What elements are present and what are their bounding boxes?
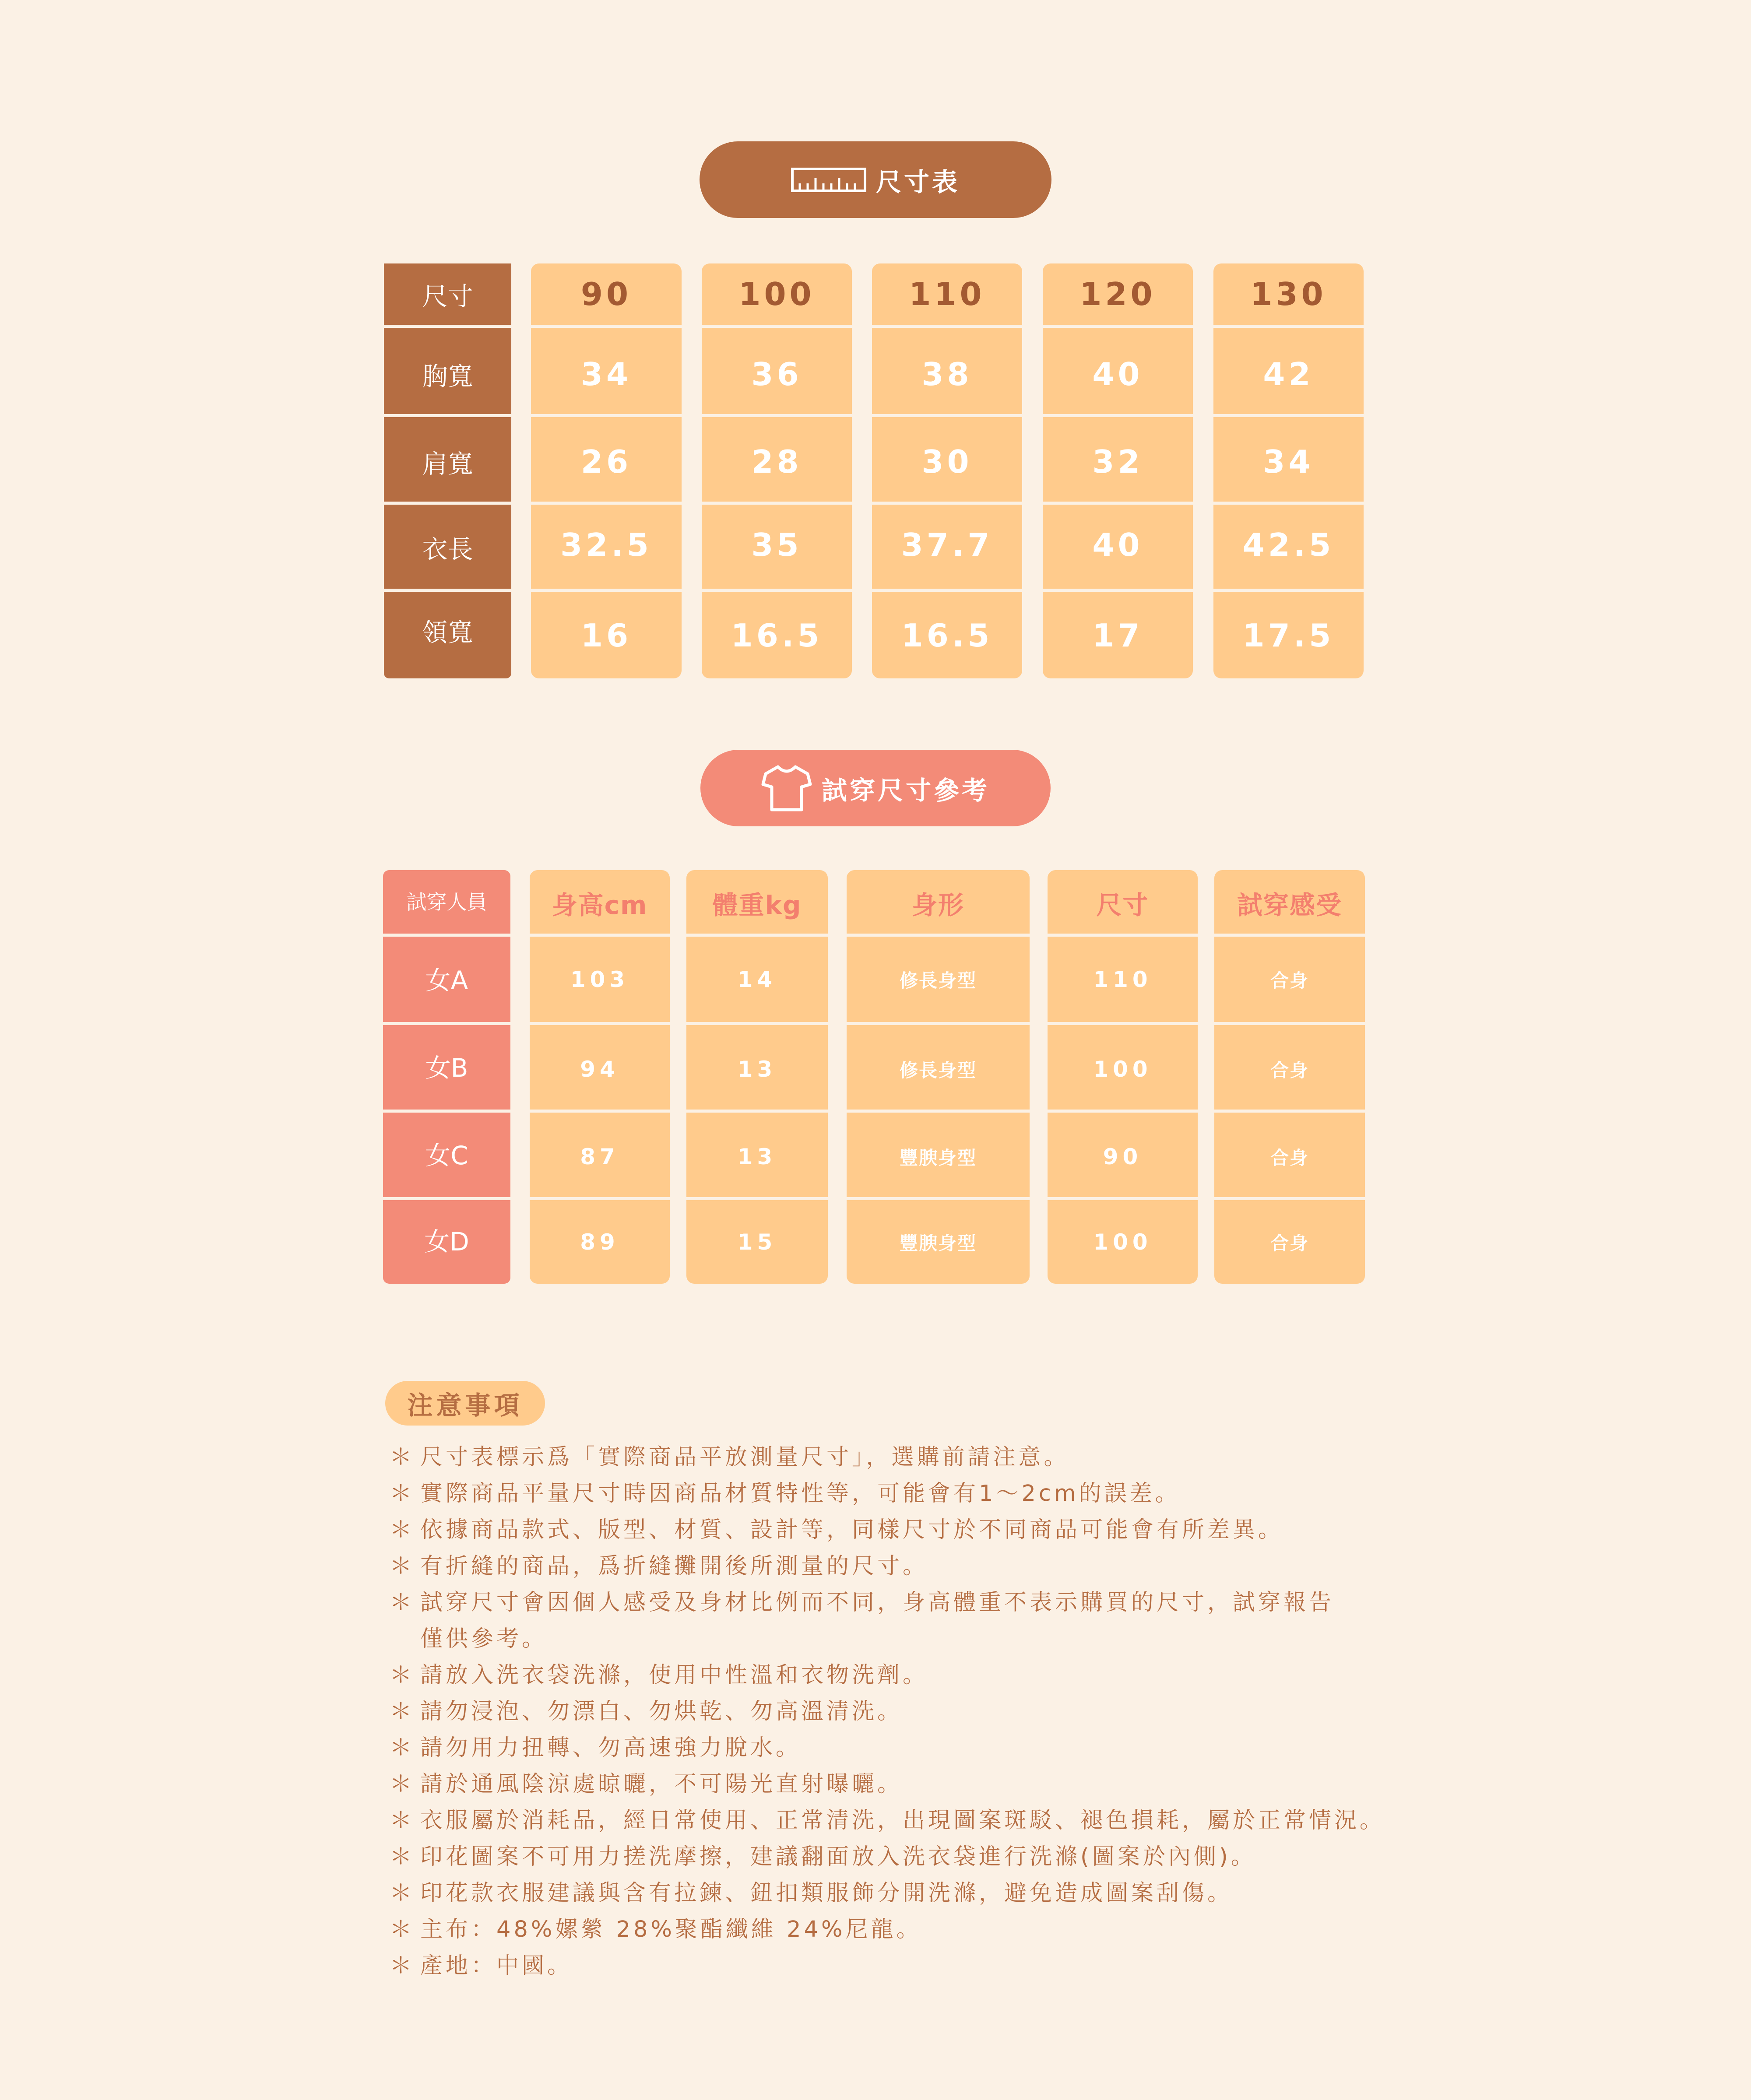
size-value: 34	[580, 356, 632, 393]
note-item: ＊ 有折縫的商品，爲折縫攤開後所測量的尺寸。	[390, 1548, 1440, 1584]
note-item: ＊ 請於通風陰涼處晾曬，不可陽光直射曝曬。	[390, 1766, 1440, 1802]
fit-value: 100	[1093, 1056, 1152, 1082]
row-divider	[372, 502, 1379, 505]
note-item: ＊ 印花款衣服建議與含有拉鍊、鈕扣類服飾分開洗滌，避免造成圖案刮傷。	[390, 1875, 1440, 1911]
note-item: ＊ 請勿用力扭轉、勿高速強力脫水。	[390, 1730, 1440, 1766]
fit-reference-heading	[700, 750, 1051, 826]
bullet-icon: ＊	[390, 1517, 415, 1543]
note-item: ＊ 實際商品平量尺寸時因商品材質特性等，可能會有1～2cm的誤差。	[390, 1475, 1440, 1512]
row-divider	[370, 1110, 1381, 1113]
fit-value: 豐腴身型	[899, 1232, 977, 1254]
note-item: ＊ 試穿尺寸會因個人感受及身材比例而不同，身高體重不表示購買的尺寸，試穿報告僅供參考。	[390, 1584, 1348, 1657]
size-row-label: 衣長	[384, 503, 511, 591]
bullet-icon: ＊	[390, 1662, 415, 1688]
fit-value: 修長身型	[899, 1059, 977, 1081]
fit-column-header: 試穿感受	[1237, 890, 1342, 920]
fit-value: 90	[1103, 1144, 1143, 1169]
fit-value: 修長身型	[899, 969, 977, 991]
fit-value: 94	[580, 1056, 619, 1082]
note-item: ＊ 印花圖案不可用力搓洗摩擦，建議翻面放入洗衣袋進行洗滌(圖案於內側)。	[390, 1839, 1440, 1875]
bullet-icon: ＊	[390, 1481, 415, 1507]
size-value: 34	[1263, 443, 1314, 480]
size-chart-title: 尺寸表	[876, 167, 960, 197]
bullet-icon: ＊	[390, 1553, 415, 1579]
size-row-label: 領寬	[384, 589, 511, 672]
bullet-icon: ＊	[390, 1844, 415, 1870]
bullet-icon: ＊	[390, 1771, 415, 1797]
size-header: 130	[1250, 276, 1327, 313]
note-item: ＊ 尺寸表標示爲「實際商品平放測量尺寸」，選購前請注意。	[390, 1439, 1440, 1475]
size-chart-heading	[700, 141, 1051, 218]
size-header: 90	[580, 276, 632, 313]
bullet-icon: ＊	[390, 1808, 415, 1833]
fit-value: 合身	[1270, 1147, 1309, 1169]
note-item: ＊ 依據商品款式、版型、材質、設計等，同樣尺寸於不同商品可能會有所差異。	[390, 1512, 1440, 1548]
fit-column-header: 體重kg	[712, 890, 802, 920]
size-value: 17.5	[1242, 617, 1335, 654]
bullet-icon: ＊	[390, 1699, 415, 1724]
size-value: 36	[751, 356, 802, 393]
note-item: ＊ 請勿浸泡、勿漂白、勿烘乾、勿高溫清洗。	[390, 1693, 1440, 1730]
tester-label: 女D	[424, 1227, 469, 1257]
size-value: 37.7	[901, 527, 993, 563]
fit-reference-title: 試穿尺寸參考	[821, 775, 990, 805]
size-value: 42	[1263, 356, 1314, 393]
fit-column-header: 身形	[911, 890, 964, 920]
fit-value: 合身	[1270, 1232, 1309, 1254]
fit-value: 100	[1093, 1229, 1152, 1255]
bullet-icon: ＊	[390, 1590, 415, 1615]
row-divider	[370, 934, 1381, 937]
notes-list	[390, 1439, 1440, 1984]
tester-label: 女C	[425, 1141, 468, 1170]
size-row-label: 胸寬	[384, 333, 511, 416]
size-value: 42.5	[1242, 527, 1335, 563]
size-header: 110	[909, 276, 985, 313]
bullet-icon: ＊	[390, 1735, 415, 1761]
fit-value: 15	[737, 1229, 777, 1255]
row-divider	[370, 1022, 1381, 1025]
fit-column-header: 尺寸	[1096, 890, 1149, 920]
size-header: 120	[1079, 276, 1156, 313]
ruler-icon	[791, 168, 866, 192]
fit-value: 14	[737, 966, 777, 992]
tester-label: 女A	[425, 966, 468, 995]
size-value: 32.5	[560, 527, 652, 563]
size-value: 17	[1092, 617, 1143, 654]
tester-label: 女B	[425, 1053, 468, 1083]
fit-value: 13	[737, 1144, 777, 1169]
fit-value: 合身	[1270, 969, 1309, 991]
note-item: ＊ 請放入洗衣袋洗滌，使用中性溫和衣物洗劑。	[390, 1657, 1440, 1693]
size-value: 16.5	[731, 617, 823, 654]
fit-value: 合身	[1270, 1059, 1309, 1081]
size-value: 40	[1092, 356, 1143, 393]
fit-column-header: 身高cm	[552, 890, 648, 920]
row-divider	[372, 414, 1379, 417]
fit-value: 110	[1093, 966, 1152, 992]
size-value: 38	[921, 356, 973, 393]
size-corner-label: 尺寸	[384, 263, 511, 325]
size-value: 30	[921, 443, 973, 480]
fit-value: 豐腴身型	[899, 1147, 977, 1169]
notes-title: 注意事項	[385, 1381, 545, 1426]
bullet-icon: ＊	[390, 1953, 415, 1979]
bullet-icon: ＊	[390, 1917, 415, 1942]
size-value: 16	[580, 617, 632, 654]
size-row-label: 肩寬	[384, 420, 511, 503]
row-divider	[370, 1197, 1381, 1200]
size-value: 35	[751, 527, 802, 563]
size-value: 40	[1092, 527, 1143, 563]
fit-corner-label: 試穿人員	[406, 890, 487, 914]
fit-value: 103	[570, 966, 629, 992]
fit-value: 89	[580, 1229, 619, 1255]
size-value: 32	[1092, 443, 1143, 480]
tshirt-icon	[761, 764, 812, 812]
size-value: 16.5	[901, 617, 993, 654]
bullet-icon: ＊	[390, 1444, 415, 1470]
fit-value: 13	[737, 1056, 777, 1082]
size-value: 28	[751, 443, 802, 480]
bullet-icon: ＊	[390, 1880, 415, 1906]
row-divider	[372, 589, 1379, 592]
fit-value: 87	[580, 1144, 619, 1169]
row-divider	[372, 325, 1379, 328]
size-value: 26	[580, 443, 632, 480]
note-item: ＊ 產地：中國。	[390, 1948, 1440, 1984]
note-item: ＊ 衣服屬於消耗品，經日常使用、正常清洗，出現圖案斑駁、褪色損耗，屬於正常情況。	[390, 1802, 1440, 1839]
note-item: ＊ 主布：48%嫘縈 28%聚酯纖維 24%尼龍。	[390, 1911, 1440, 1948]
size-header: 100	[738, 276, 815, 313]
